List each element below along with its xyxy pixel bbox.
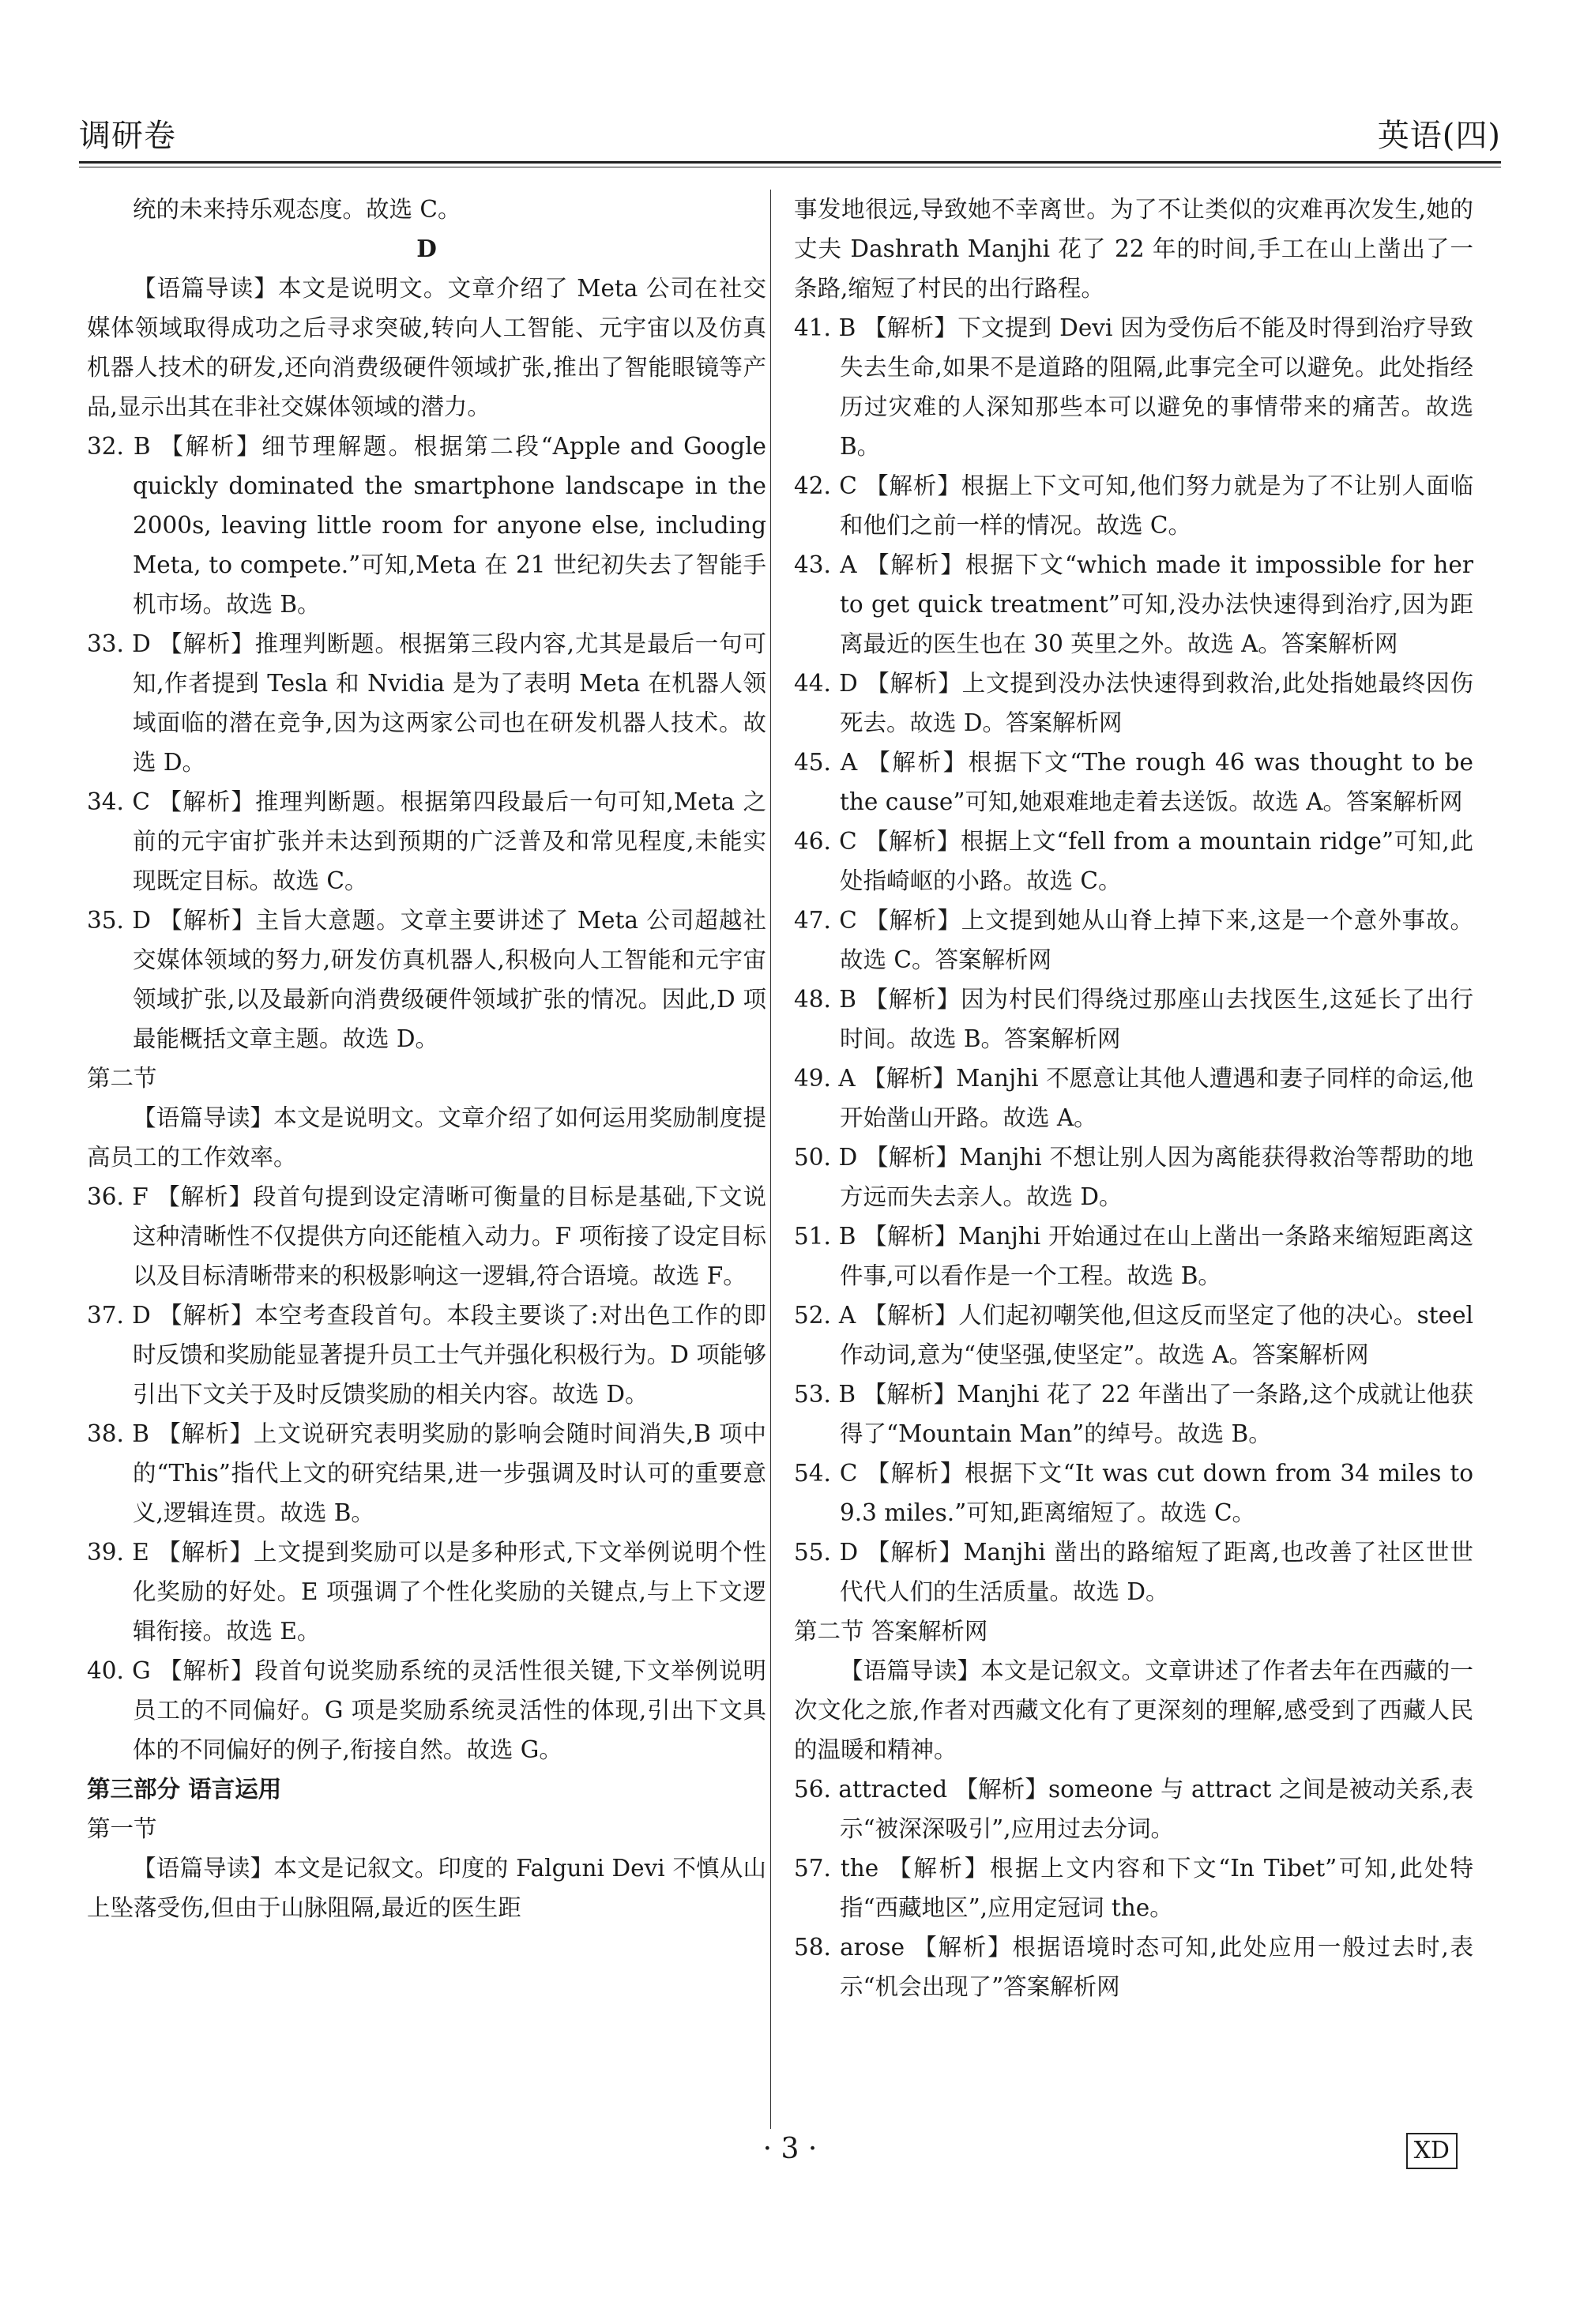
left-column-paragraph: 32. B 【解析】细节理解题。根据第二段“Apple and Google quickly dominated the smartphone landscape in the 2000s, leaving little room for anyone else, including Meta, to compete.”可知,Meta 在 21 世纪初失去了智能手机市场。故选 B。 — [87, 433, 766, 618]
left-column-paragraph: 【语篇导读】本文是记叙文。印度的 Falguni Devi 不慎从山上坠落受伤,但由于山脉阻隔,最近的医生距 — [87, 1855, 766, 1921]
left-column — [87, 190, 766, 1927]
left-column-paragraph: 39. E 【解析】上文提到奖励可以是多种形式,下文举例说明个性化奖励的好处。E 项强调了个性化奖励的关键点,与上下文逻辑衔接。故选 E。 — [87, 1539, 766, 1645]
left-column-paragraph: 38. B 【解析】上文说研究表明奖励的影响会随时间消失,B 项中的“This”指代上文的研究结果,进一步强调及时认可的重要意义,逻辑连贯。故选 B。 — [87, 1420, 766, 1526]
right-column-paragraph: 41. B 【解析】下文提到 Devi 因为受伤后不能及时得到治疗导致失去生命,如果不是道路的阻隔,此事完全可以避免。此处指经历过灾难的人深知那些本可以避免的事情带来的痛苦。故选 B。 — [794, 314, 1473, 460]
right-column-paragraph: 47. C 【解析】上文提到她从山脊上掉下来,这是一个意外事故。故选 C。答案解析网 — [794, 907, 1473, 973]
left-column-paragraph: 第一节 — [87, 1815, 157, 1842]
right-column-paragraph: 54. C 【解析】根据下文“It was cut down from 34 miles to 9.3 miles.”可知,距离缩短了。故选 C。 — [794, 1460, 1473, 1526]
right-column-paragraph: 53. B 【解析】Manjhi 花了 22 年凿出了一条路,这个成就让他获得了“Mountain Man”的绰号。故选 B。 — [794, 1381, 1473, 1447]
right-column-paragraph: 45. A 【解析】根据下文“The rough 46 was thought to be the cause”可知,她艰难地走着去送饭。故选 A。答案解析网 — [794, 749, 1473, 815]
left-column-paragraph: 【语篇导读】本文是说明文。文章介绍了如何运用奖励制度提高员工的工作效率。 — [87, 1104, 766, 1171]
right-column-paragraph: 事发地很远,导致她不幸离世。为了不让类似的灾难再次发生,她的丈夫 Dashrath Manjhi 花了 22 年的时间,手工在山上凿出了一条路,缩短了村民的出行路程。 — [794, 196, 1473, 302]
right-column-paragraph: 50. D 【解析】Manjhi 不想让别人因为离能获得救治等帮助的地方远而失去亲人。故选 D。 — [794, 1144, 1473, 1210]
right-column-paragraph: 42. C 【解析】根据上下文可知,他们努力就是为了不让别人面临和他们之前一样的情况。故选 C。 — [794, 472, 1473, 539]
right-column-paragraph: 58. arose 【解析】根据语境时态可知,此处应用一般过去时,表示“机会出现了”答案解析网 — [794, 1934, 1473, 2000]
left-column-paragraph: 33. D 【解析】推理判断题。根据第三段内容,尤其是最后一句可知,作者提到 Tesla 和 Nvidia 是为了表明 Meta 在机器人领域面临的潜在竞争,因为这两家公司也在研发机器人技术。故选 D。 — [87, 630, 766, 776]
left-column-paragraph: 37. D 【解析】本空考查段首句。本段主要谈了:对出色工作的即时反馈和奖励能显著提升员工士气并强化积极行为。D 项能够引出下文关于及时反馈奖励的相关内容。故选 D。 — [87, 1302, 766, 1408]
right-column-paragraph: 56. attracted 【解析】someone 与 attract 之间是被动关系,表示“被深深吸引”,应用过去分词。 — [794, 1776, 1473, 1842]
right-column-paragraph: 46. C 【解析】根据上文“fell from a mountain ridge”可知,此处指崎岖的小路。故选 C。 — [794, 828, 1473, 894]
right-column-paragraph: 52. A 【解析】人们起初嘲笑他,但这反而坚定了他的决心。steel 作动词,意为“使坚强,使坚定”。故选 A。答案解析网 — [794, 1302, 1473, 1368]
page-number: · 3 · — [762, 2133, 818, 2165]
column-divider — [770, 190, 771, 2129]
header-right-title: 英语(四) — [1377, 118, 1501, 154]
left-column-paragraph: 【语篇导读】本文是说明文。文章介绍了 Meta 公司在社交媒体领域取得成功之后寻求突破,转向人工智能、元宇宙以及仿真机器人技术的研发,还向消费级硬件领域扩张,推出了智能眼镜等产品,显示出其在非社交媒体领域的潜力。 — [87, 275, 766, 420]
left-column-paragraph: D — [416, 235, 437, 262]
right-column-paragraph: 51. B 【解析】Manjhi 开始通过在山上凿出一条路来缩短距离这件事,可以看作是一个工程。故选 B。 — [794, 1223, 1473, 1289]
right-column — [794, 190, 1473, 2006]
right-column-paragraph: 57. the 【解析】根据上文内容和下文“In Tibet”可知,此处特指“西藏地区”,应用定冠词 the。 — [794, 1855, 1473, 1921]
left-column-paragraph: 统的未来持乐观态度。故选 C。 — [133, 196, 461, 223]
right-column-paragraph: 49. A 【解析】Manjhi 不愿意让其他人遭遇和妻子同样的命运,他开始凿山开路。故选 A。 — [794, 1065, 1473, 1131]
right-column-paragraph: 【语篇导读】本文是记叙文。文章讲述了作者去年在西藏的一次文化之旅,作者对西藏文化有了更深刻的理解,感受到了西藏人民的温暖和精神。 — [794, 1657, 1473, 1763]
left-column-paragraph: 35. D 【解析】主旨大意题。文章主要讲述了 Meta 公司超越社交媒体领域的努力,研发仿真机器人,积极向人工智能和元宇宙领域扩张,以及最新向消费级硬件领域扩张的情况。因此,D 项最能概括文章主题。故选 D。 — [87, 907, 766, 1052]
right-column-paragraph: 48. B 【解析】因为村民们得绕过那座山去找医生,这延长了出行时间。故选 B。答案解析网 — [794, 986, 1473, 1052]
header-left-title: 调研卷 — [79, 118, 176, 154]
right-column-paragraph: 55. D 【解析】Manjhi 凿出的路缩短了距离,也改善了社区世世代代人们的生活质量。故选 D。 — [794, 1539, 1473, 1605]
right-column-paragraph: 44. D 【解析】上文提到没办法快速得到救治,此处指她最终因伤死去。故选 D。答案解析网 — [794, 670, 1473, 736]
left-column-paragraph: 第二节 — [87, 1065, 157, 1092]
page-header — [79, 111, 1501, 166]
left-column-paragraph: 40. G 【解析】段首句说奖励系统的灵活性很关键,下文举例说明员工的不同偏好。G 项是奖励系统灵活性的体现,引出下文具体的不同偏好的例子,衔接自然。故选 G。 — [87, 1657, 766, 1763]
left-column-paragraph: 34. C 【解析】推理判断题。根据第四段最后一句可知,Meta 之前的元宇宙扩张并未达到预期的广泛普及和常见程度,未能实现既定目标。故选 C。 — [87, 788, 766, 894]
left-column-paragraph: 36. F 【解析】段首句提到设定清晰可衡量的目标是基础,下文说这种清晰性不仅提供方向还能植入动力。F 项衔接了设定目标以及目标清晰带来的积极影响这一逻辑,符合语境。故选 F。 — [87, 1183, 766, 1289]
header-rule-thick — [79, 161, 1501, 164]
left-column-paragraph: 第三部分 语言运用 — [87, 1775, 282, 1803]
edition-tag: XD — [1406, 2133, 1458, 2169]
right-column-paragraph: 43. A 【解析】根据下文“which made it impossible for her to get quick treatment”可知,没办法快速得到治疗,因为距离最近的医生也在 30 英里之外。故选 A。答案解析网 — [794, 551, 1473, 657]
right-column-paragraph: 第二节 答案解析网 — [794, 1618, 988, 1645]
